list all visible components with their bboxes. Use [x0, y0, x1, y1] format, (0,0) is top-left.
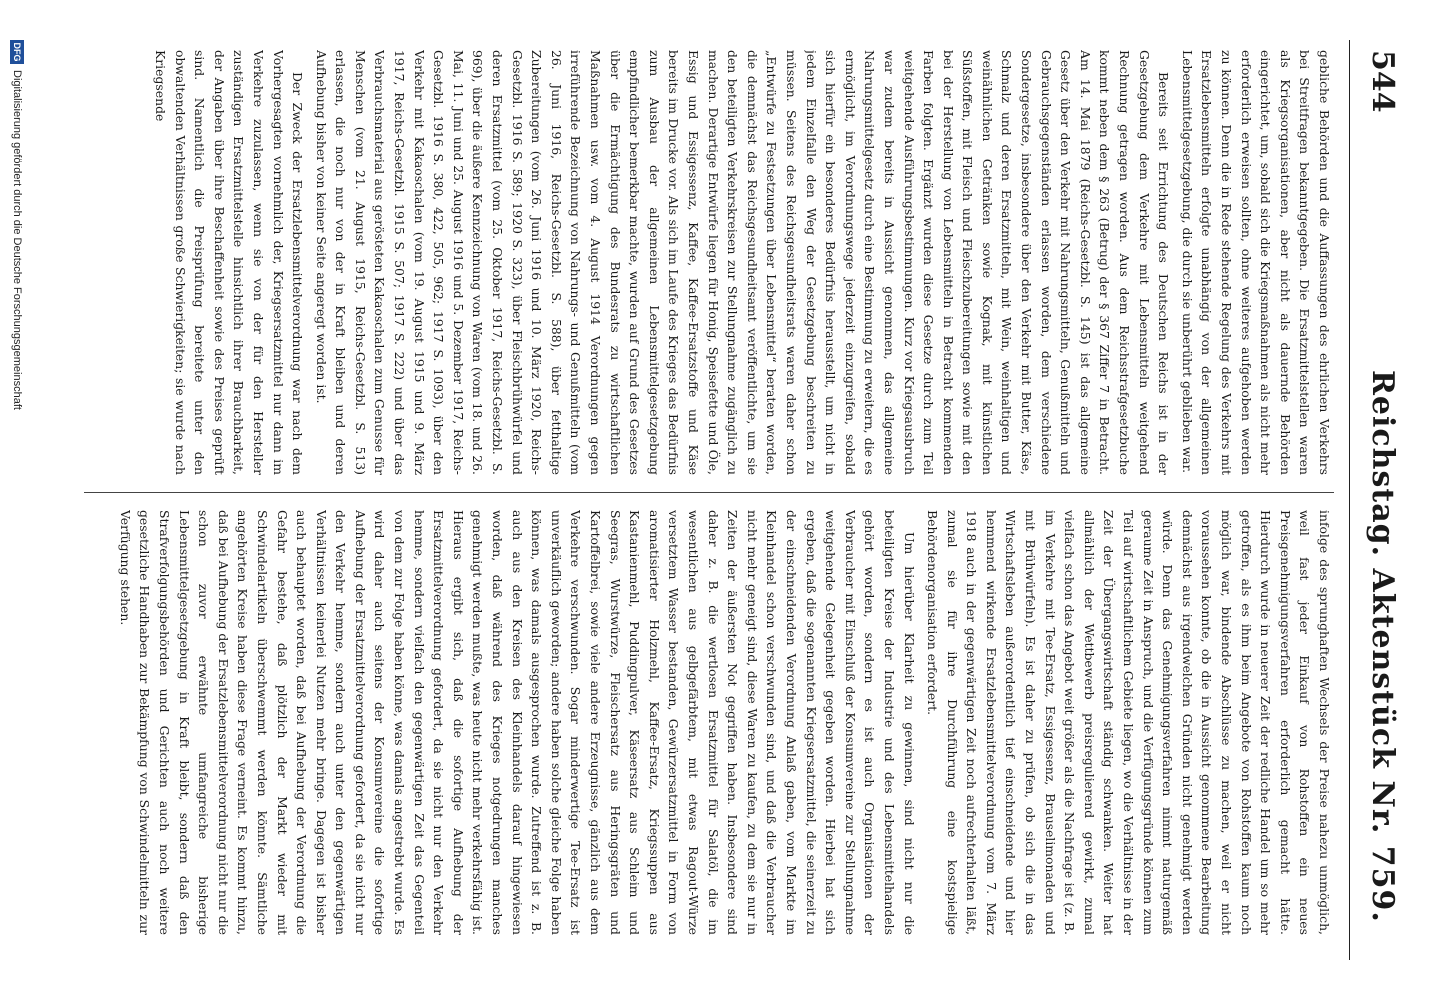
paragraph: Der Zweck der Ersatzlebensmittelverordnung war nach dem Vorhergesagten vornehmlich der, Kriegsersatzmittel nur dann im Verkehre zuzulassen, wenn sie von der für den Hersteller zuständigen Ersatzmittelstelle hinsichtlich ihrer Brauchbarkeit, der Angaben über ihre Beschaffenheit sowie des Preises geprüft sind. Namentlich die Preisprüfung bereitete unter den obwaltenden Verhältnissen große Schwierigkeiten; sie wurde nach Kriegsende	[152, 50, 306, 475]
paragraph: gebliche Behörden und die Auffassungen des ehrlichen Verkehrs bei Streitfragen bekanntgegeben. Die Ersatzmittelstellen waren als Kriegsorganisationen, aber nicht als dauernde Behörden eingerichtet, um, sobald sich die Kriegsmaßnahmen als nicht mehr erforderlich erweisen sollten, ohne weiteres aufgehoben werden zu können. Denn die in Rede stehende Regelung des Verkehrs mit Ersatzlebensmitteln erfolgte unabhängig von der allgemeinen Lebensmittelgesetzgebung, die durch sie unberührt geblieben war.	[1179, 50, 1332, 475]
dfg-logo: DFG	[10, 40, 24, 64]
column-divider	[84, 492, 1334, 493]
paragraph: Bereits seit Errichtung des Deutschen Reichs ist in der Gesetzgebung dem Verkehre mit Lebensmitteln weitgehend Rechnung getragen worden. Aus dem Reichsstrafgesetzbuche kommt neben dem § 263 (Betrug) der § 367 Ziffer 7 in Betracht. Am 14. Mai 1879 (Reichs-Gesetzbl. S. 145) ist das allgemeine Gesetz über den Verkehr mit Nahrungsmitteln, Genußmitteln und Gebrauchsgegenständen erlassen worden, dem verschiedene Sondergesetze, insbesondere über den Verkehr mit Butter, Käse, Schmalz und deren Ersatzmitteln, mit Wein, weinhaltigen und weinähnlichen Getränken sowie Kognak, mit künstlichen Süßstoffen, mit Fleisch und Fleischzubereitungen sowie mit den bei der Herstellung von Lebensmitteln in Betracht kommenden Farben folgten. Ergänzt wurden diese Gesetze durch zum Teil weitgehende Ausführungsbestimmungen. Kurz vor Kriegsausbruch war zudem bereits in Aussicht genommen, das allgemeine Nahrungsmittelgesetz durch eine Bestimmung zu erweitern, die es ermöglicht, im Verordnungswege jederzeit einzugreifen, sobald sich hierfür ein besonderes Bedürfnis herausstellt, um nicht in jedem Einzelfalle den Weg der Gesetzgebung beschreiten zu müssen. Seitens des Reichsgesundheitsrats waren daher schon „Entwürfe zu Festsetzungen über Lebensmittel“ beraten worden, die demnächst das Reichsgesundheitsamt veröffentlichte, um sie den beteiligten Verkehrskreisen zur Stellungnahme zugänglich zu machen. Derartige Entwürfe liegen für Honig, Speisefette und Öle, Essig und Essigessenz, Kaffee, Kaffee-Ersatzstoffe und Käse bereits im Drucke vor. Als sich im Laufe des Krieges das Bedürfnis zum Ausbau der allgemeinen Lebensmittelgesetzgebung empfindlicher bemerkbar machte, wurden auf Grund des Gesetzes über die Ermächtigung des Bundesrats zu wirtschaftlichen Maßnahmen usw. vom 4. August 1914 Verordnungen gegen irreführende Bezeichnung von Nahrungs- und Genußmitteln (vom 26. Juni 1916, Reichs-Gesetzbl. S. 588), über fetthaltige Zubereitungen (vom 26. Juni 1916 und 10. März 1920, Reichs-Gesetzbl. 1916 S. 589; 1920 S. 323), über Fleischbrühwürfel und deren Ersatzmittel (vom 25. Oktober 1917, Reichs-Gesetzbl. S. 969), über die äußere Kennzeichnung von Waren (vom 18. und 26. Mai, 11. Juni und 25. August 1916 und 5. Dezember 1917, Reichs-Gesetzbl. 1916 S. 380, 422, 505, 962; 1917 S. 1093), über den Verkehr mit Kakaoschalen (vom 19. August 1915 und 9. März 1917, Reichs-Gesetzbl. 1915 S. 507; 1917 S. 222) und über das Verbrauchsmaterial aus gerösteten Kakaoschalen zum Genusse für Menschen (vom 21. August 1915, Reichs-Gesetzbl. S. 513) erlassen, die noch nur von der in Kraft bleiben und deren Aufhebung bisher von keiner Seite angeregt worden ist.	[313, 50, 1172, 475]
right-column	[84, 510, 1334, 935]
page-header	[1344, 40, 1414, 960]
digitization-credit: Digitalisierung gefördert durch die Deutsche Forschungsgemeinschaft	[11, 70, 23, 410]
page-title: Reichstag. Aktenstück Nr. 759.	[1365, 370, 1400, 923]
digitization-footer	[5, 40, 29, 990]
header-divider	[1349, 40, 1350, 960]
page-number: 544	[1365, 50, 1400, 113]
paragraph: Um hierüber Klarheit zu gewinnen, sind nicht nur die beteiligten Kreise der Industrie und des Lebensmittelhandels gehört worden, sondern es ist auch Organisationen der Verbraucher mit Einschluß der Konsumvereine zur Stellungnahme weitgehende Gelegenheit gegeben worden. Hierbei hat sich ergeben, daß die sogenannten Kriegsersatzmittel, die seinerzeit zu der einschneidenden Verordnung Anlaß gaben, vom Markte im Kleinhandel schon verschwunden sind, und daß die Verbraucher nicht mehr geneigt sind, diese Waren zu kaufen, zu dem sie nur in Zeiten der äußersten Not gegriffen haben. Insbesondere sind daher z. B. die wertlosen Ersatzmittel für Salatöl, die im wesentlichen aus gelbgefärbtem, mit etwas Ragout-Würze versetztem Wasser bestanden, Gewürzersatzmittel in Form von aromatisierter Holzmehl, Kaffee-Ersatz, Kriegssuppen aus Kastanienmehl, Puddingpulver, Käseersatz aus Schleim und Seegras, Wurstwürze, Fleischersatz aus Heringsgräten und Kartoffelbrei, sowie viele andere Erzeugnisse, gänzlich aus dem Verkehre verschwunden. Sogar minderwertige Tee-Ersatz ist unverkäuflich geworden; andere haben solche gleiche Folge haben können, was damals ausgesprochen wurde. Zutreffend ist z. B. auch aus den Kreisen des Kleinhandels darauf hingewiesen worden, daß während des Krieges notgedrungen manches genehmigt werden mußte, was heute nicht mehr verkehrsfähig ist. Hieraus ergibt sich, daß die sofortige Aufhebung der Ersatzmittelverordnung gefordert, da sie nicht nur den Verkehr hemme, sondern vielfach den gegenwärtigen Zeit das Gegenteil von dem zur Folge haben könne, was damals angestrebt wurde. Es wird daher auch seitens der Konsumvereine die sofortige Aufhebung der Ersatzmittelverordnung gefordert, da sie nicht nur den Verkehr hemme, sondern auch unter den gegenwärtigen Verhältnissen keinerlei Nutzen mehr bringe. Dagegen ist bisher auch behauptet worden, daß bei Aufhebung der Verordnung die Gefahr bestehe, daß plötzlich der Markt wieder mit Schwindelartikeln überschwemmt werden könnte. Sämtliche angehörten Kreise haben diese Frage verneint. Es kommt hinzu, daß bei Aufhebung der Ersatzlebensmittelverordnung nicht nur die schon zuvor erwähnte umfangreiche bisherige Lebensmittelgesetzgebung in Kraft bleibt, sondern daß den Strafverfolgungsbehörden und Gerichten auch noch weitere gesetzliche Handhaben zur Bekämpfung von Schwindelmitteln zur Verfügung stehen.	[117, 510, 917, 935]
paragraph: infolge des sprunghaften Wechsels der Preise nahezu unmöglich, weil fast jeder Einkauf von Rohstoffen ein neues Preisgenehmigungsverfahren erforderlich gemacht hätte. Hierdurch wurde in neuerer Zeit der redliche Handel um so mehr getroffen, als es ihm beim Angebote von Rohstoffen kaum noch möglich war, bindende Abschlüsse zu machen, weil er nicht voraussehen konnte, ob die in Aussicht genommene Bearbeitung demnächst aus irgendwelchen Gründen nicht genehmigt werden würde. Denn das Genehmigungsverfahren nimmt naturgemäß geraume Zeit in Anspruch, und die Verfügungsgründe können zum Teil auf wirtschaftlichem Gebiete liegen, wo die Verhältnisse in der Zeit der Übergangswirtschaft ständig schwanken. Weiter hat allmählich der Wettbewerb preisregulierend gewirkt, zumal vielfach schon das Angebot weit größer als die Nachfrage ist (z. B. im Verkehre mit Tee-Ersatz, Essigessenz, Brauselimonaden und mit Brühwürfeln). Es ist daher zu prüfen, ob sich die in das Wirtschaftsleben außerordentlich tief einschneidende und hier hemmend wirkende Ersatzlebensmittelverordnung vom 7. März 1918 auch in der gegenwärtigen Zeit noch aufrechterhalten läßt, zumal sie für ihre Durchführung eine kostspielige Behördenorganisation erfordert.	[925, 510, 1332, 935]
left-column	[84, 50, 1334, 475]
